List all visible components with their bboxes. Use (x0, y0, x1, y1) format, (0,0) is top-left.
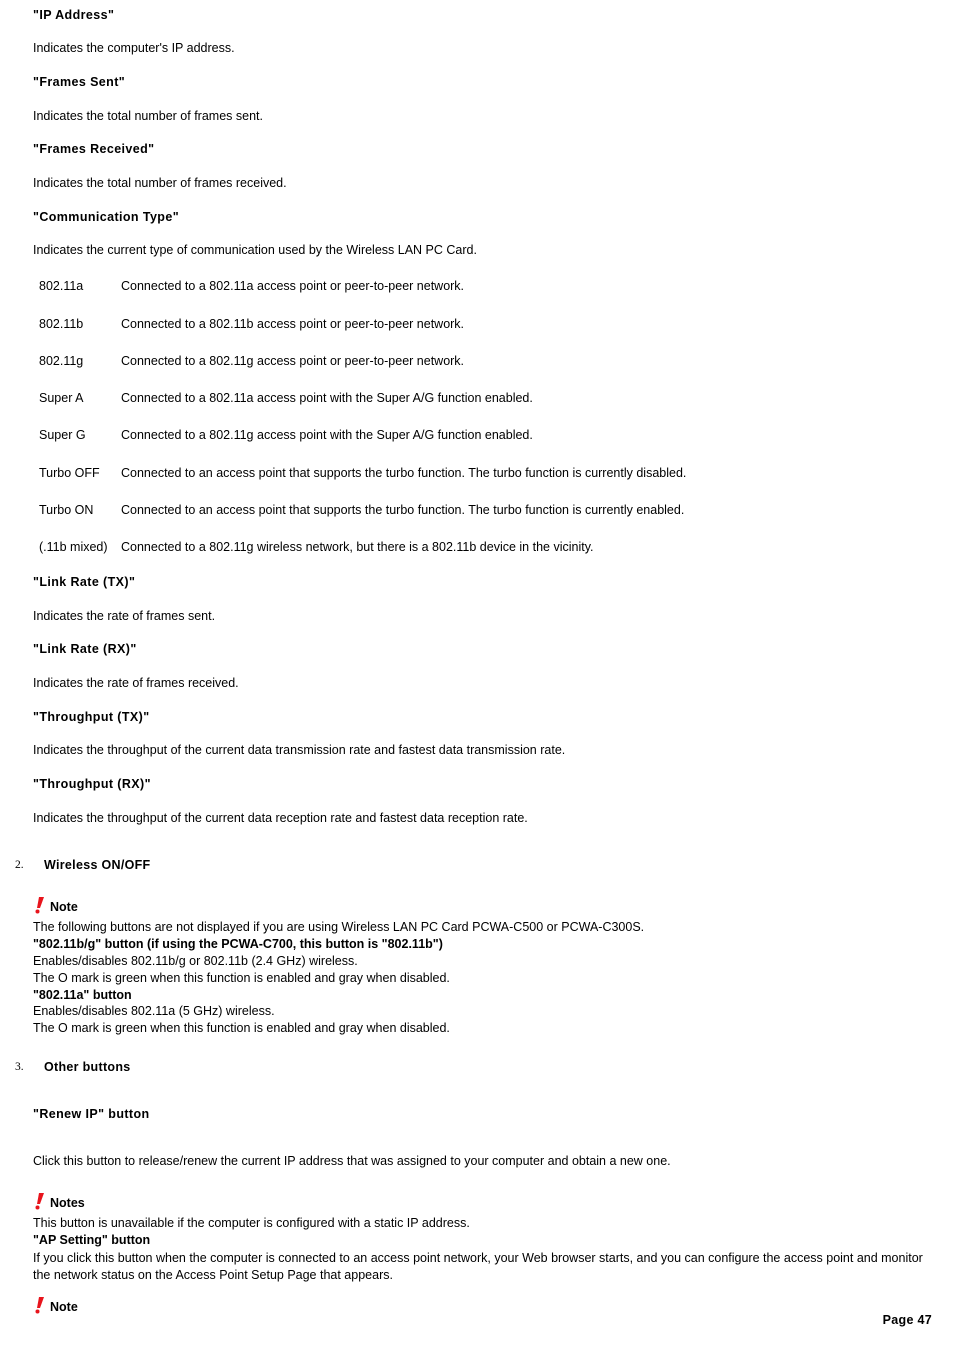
throughput-tx-desc: Indicates the throughput of the current data transmission rate and fastest data transmission rate. (33, 743, 566, 757)
link-rate-tx-desc: Indicates the rate of frames sent. (33, 609, 216, 623)
comm-type-def: Connected to a 802.11g access point with the Super A/G function enabled. (121, 428, 533, 442)
notes-exclamation-icon (33, 1192, 47, 1210)
note-label: Note (50, 900, 78, 914)
comm-type-def: Connected to an access point that supports the turbo function. The turbo function is currently disabled. (121, 466, 687, 480)
note-button-heading: "802.11a" button (33, 988, 132, 1002)
notes-line: This button is unavailable if the computer is configured with a static IP address. (33, 1216, 470, 1230)
renew-ip-desc: Click this button to release/renew the current IP address that was assigned to your computer and obtain a new one. (33, 1154, 671, 1168)
section-number: 3. (15, 1061, 24, 1073)
comm-type-term: Super A (39, 391, 84, 405)
comm-type-term: 802.11b (39, 317, 84, 331)
throughput-tx-heading: "Throughput (TX)" (33, 710, 150, 724)
note-button-heading: "802.11b/g" button (if using the PCWA-C700, this button is "802.11b") (33, 937, 443, 951)
section-title: Other buttons (44, 1060, 131, 1074)
renew-ip-heading: "Renew IP" button (33, 1107, 150, 1121)
section-title: Wireless ON/OFF (44, 858, 151, 872)
comm-type-desc: Indicates the current type of communication used by the Wireless LAN PC Card. (33, 243, 477, 257)
comm-type-term: Turbo ON (39, 503, 94, 517)
note-line: The following buttons are not displayed if you are using Wireless LAN PC Card PCWA-C500 or PCWA-C300S. (33, 920, 645, 934)
comm-type-def: Connected to a 802.11a access point or peer-to-peer network. (121, 279, 465, 293)
link-rate-rx-desc: Indicates the rate of frames received. (33, 676, 239, 690)
throughput-rx-heading: "Throughput (RX)" (33, 777, 151, 791)
note-line: The O mark is green when this function is enabled and gray when disabled. (33, 1021, 450, 1035)
comm-type-term: 802.11g (39, 354, 84, 368)
comm-type-def: Connected to a 802.11g wireless network, but there is a 802.11b device in the vicinity. (121, 540, 594, 554)
note-line: The O mark is green when this function is enabled and gray when disabled. (33, 971, 450, 985)
comm-type-heading: "Communication Type" (33, 210, 180, 224)
notes-label: Notes (50, 1196, 85, 1210)
ip-address-desc: Indicates the computer's IP address. (33, 41, 235, 55)
frames-sent-heading: "Frames Sent" (33, 75, 126, 89)
frames-received-desc: Indicates the total number of frames received. (33, 176, 287, 190)
note-exclamation-icon (33, 896, 47, 914)
frames-sent-desc: Indicates the total number of frames sent. (33, 109, 263, 123)
comm-type-def: Connected to an access point that supports the turbo function. The turbo function is currently enabled. (121, 503, 685, 517)
ap-setting-heading: "AP Setting" button (33, 1233, 151, 1247)
comm-type-term: Turbo OFF (39, 466, 100, 480)
link-rate-tx-heading: "Link Rate (TX)" (33, 575, 136, 589)
link-rate-rx-heading: "Link Rate (RX)" (33, 642, 137, 656)
note-line: Enables/disables 802.11a (5 GHz) wireless. (33, 1004, 275, 1018)
comm-type-term: 802.11a (39, 279, 84, 293)
comm-type-term: Super G (39, 428, 86, 442)
section-number: 2. (15, 859, 24, 871)
ap-setting-desc: If you click this button when the computer is connected to an access point network, your Web browser starts, and you can configure the access point and monitor the network status on the Access Point Setup Page that appears. (33, 1251, 923, 1282)
comm-type-def: Connected to a 802.11g access point or peer-to-peer network. (121, 354, 465, 368)
note-exclamation-icon (33, 1296, 47, 1314)
comm-type-def: Connected to a 802.11a access point with the Super A/G function enabled. (121, 391, 533, 405)
ip-address-heading: "IP Address" (33, 8, 115, 22)
comm-type-def: Connected to a 802.11b access point or peer-to-peer network. (121, 317, 465, 331)
frames-received-heading: "Frames Received" (33, 142, 155, 156)
page-number: Page 47 (882, 1313, 932, 1327)
comm-type-term: (.11b mixed) (39, 540, 108, 554)
note-line: Enables/disables 802.11b/g or 802.11b (2.4 GHz) wireless. (33, 954, 358, 968)
throughput-rx-desc: Indicates the throughput of the current data reception rate and fastest data reception rate. (33, 811, 528, 825)
note-label: Note (50, 1300, 78, 1314)
